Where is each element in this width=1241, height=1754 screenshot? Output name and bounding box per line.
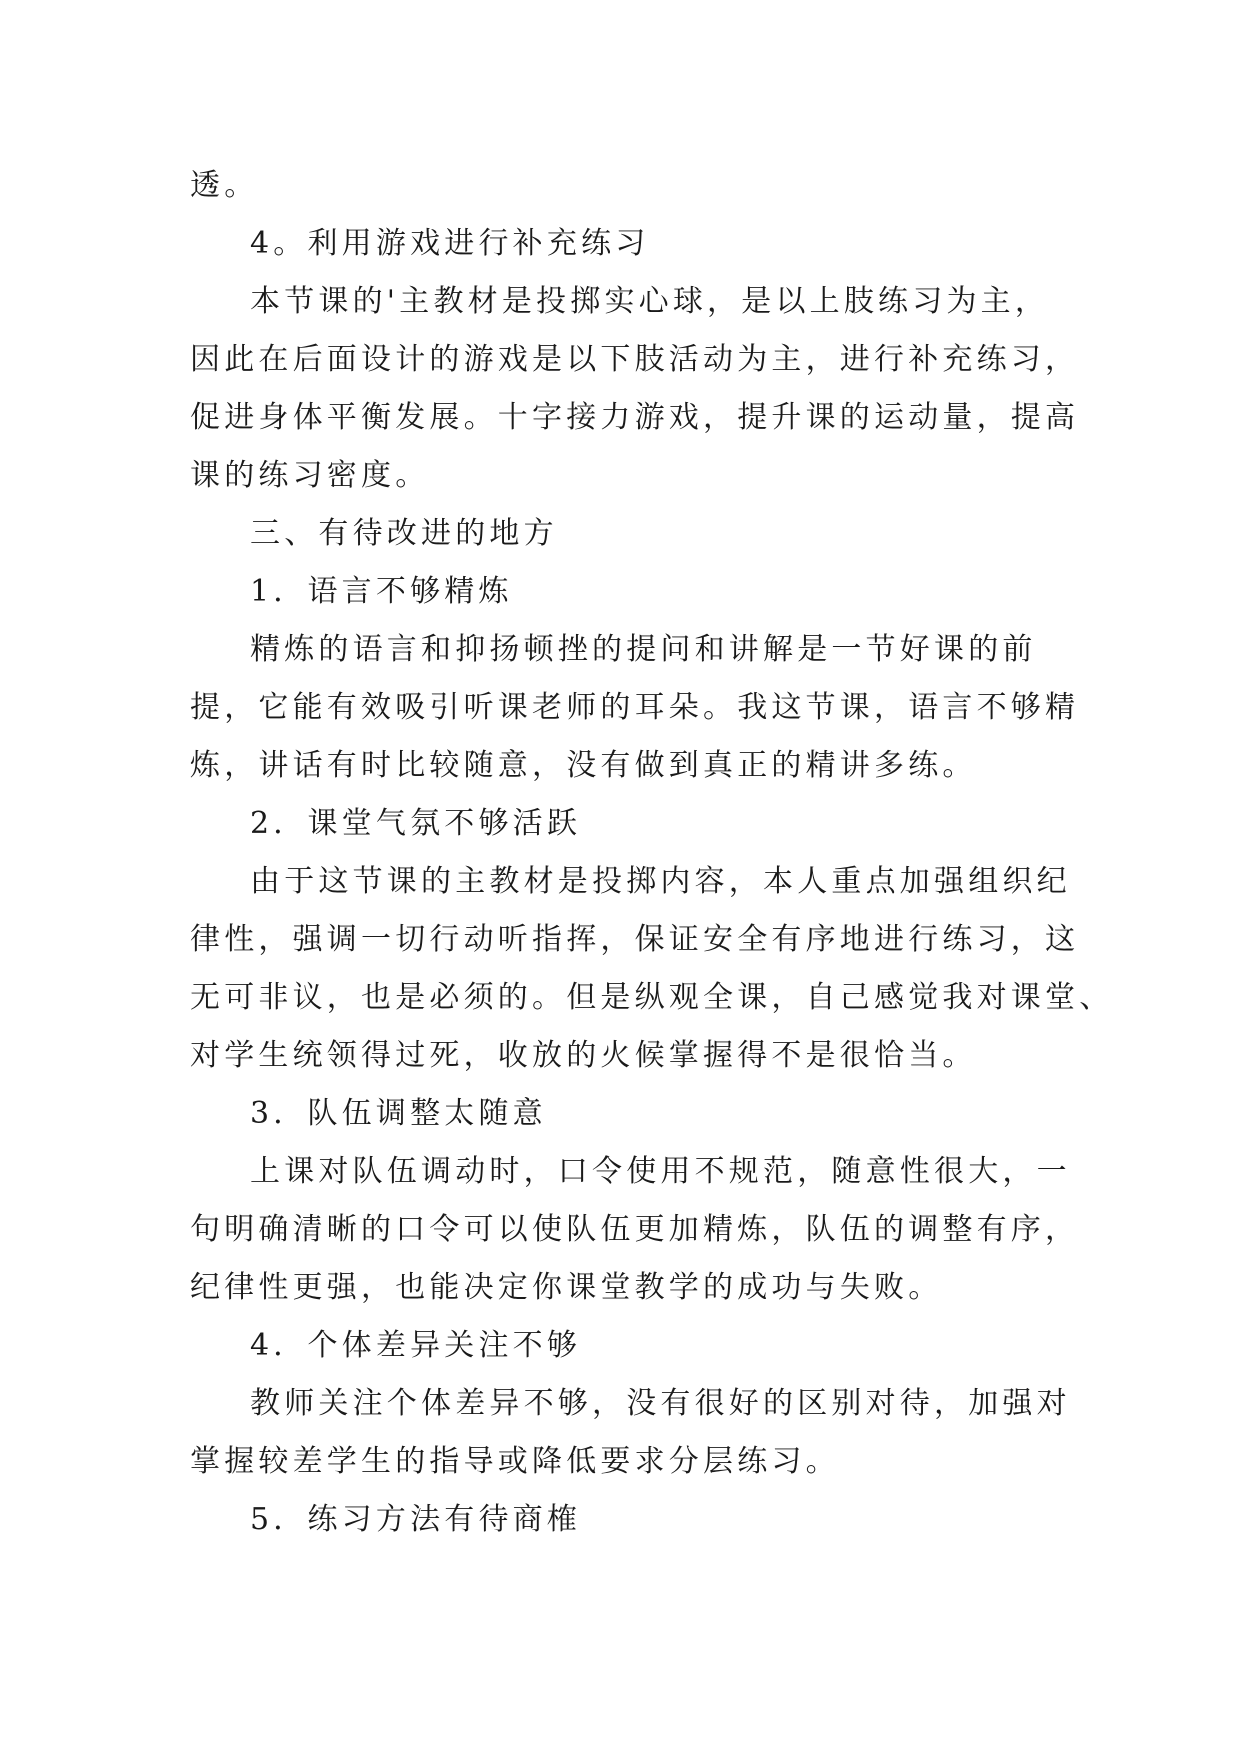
paragraph-line: 句明确清晰的口令可以使队伍更加精炼，队伍的调整有序， [190,1212,1080,1247]
subsection-heading: 1．语言不够精炼 [250,574,513,609]
paragraph-line: 教师关注个体差异不够，没有很好的区别对待，加强对 [250,1386,1071,1421]
paragraph-line: 炼，讲话有时比较随意，没有做到真正的精讲多练。 [190,748,977,783]
paragraph-line: 由于这节课的主教材是投掷内容，本人重点加强组织纪 [250,864,1071,899]
paragraph-line: 上课对队伍调动时，口令使用不规范，随意性很大，一 [250,1154,1071,1189]
paragraph-line: 掌握较差学生的指导或降低要求分层练习。 [190,1444,840,1479]
paragraph-line: 因此在后面设计的游戏是以下肢活动为主，进行补充练习， [190,342,1080,377]
paragraph-line: 透。 [190,168,259,203]
subsection-heading: 2．课堂气氛不够活跃 [250,806,582,841]
paragraph-line: 律性，强调一切行动听指挥，保证安全有序地进行练习，这 [190,922,1080,957]
paragraph-line: 课的练习密度。 [190,458,430,493]
paragraph-line: 纪律性更强，也能决定你课堂教学的成功与失败。 [190,1270,943,1305]
paragraph-line: 本节课的'主教材是投掷实心球，是以上肢练习为主， [250,284,1050,319]
document-body [190,157,1114,1549]
paragraph-line: 提，它能有效吸引听课老师的耳朵。我这节课，语言不够精 [190,690,1080,725]
paragraph-line: 精炼的语言和抑扬顿挫的提问和讲解是一节好课的前 [250,632,1037,667]
section-heading: 三、有待改进的地方 [250,516,558,551]
subsection-heading: 3．队伍调整太随意 [250,1096,547,1131]
section-heading: 4。利用游戏进行补充练习 [250,226,650,261]
paragraph-line: 无可非议，也是必须的。但是纵观全课，自己感觉我对课堂、 [190,980,1114,1015]
subsection-heading: 4．个体差异关注不够 [250,1328,582,1363]
paragraph-line: 促进身体平衡发展。十字接力游戏，提升课的运动量，提高 [190,400,1080,435]
paragraph-line: 对学生统领得过死，收放的火候掌握得不是很恰当。 [190,1038,977,1073]
subsection-heading: 5．练习方法有待商榷 [250,1502,582,1537]
